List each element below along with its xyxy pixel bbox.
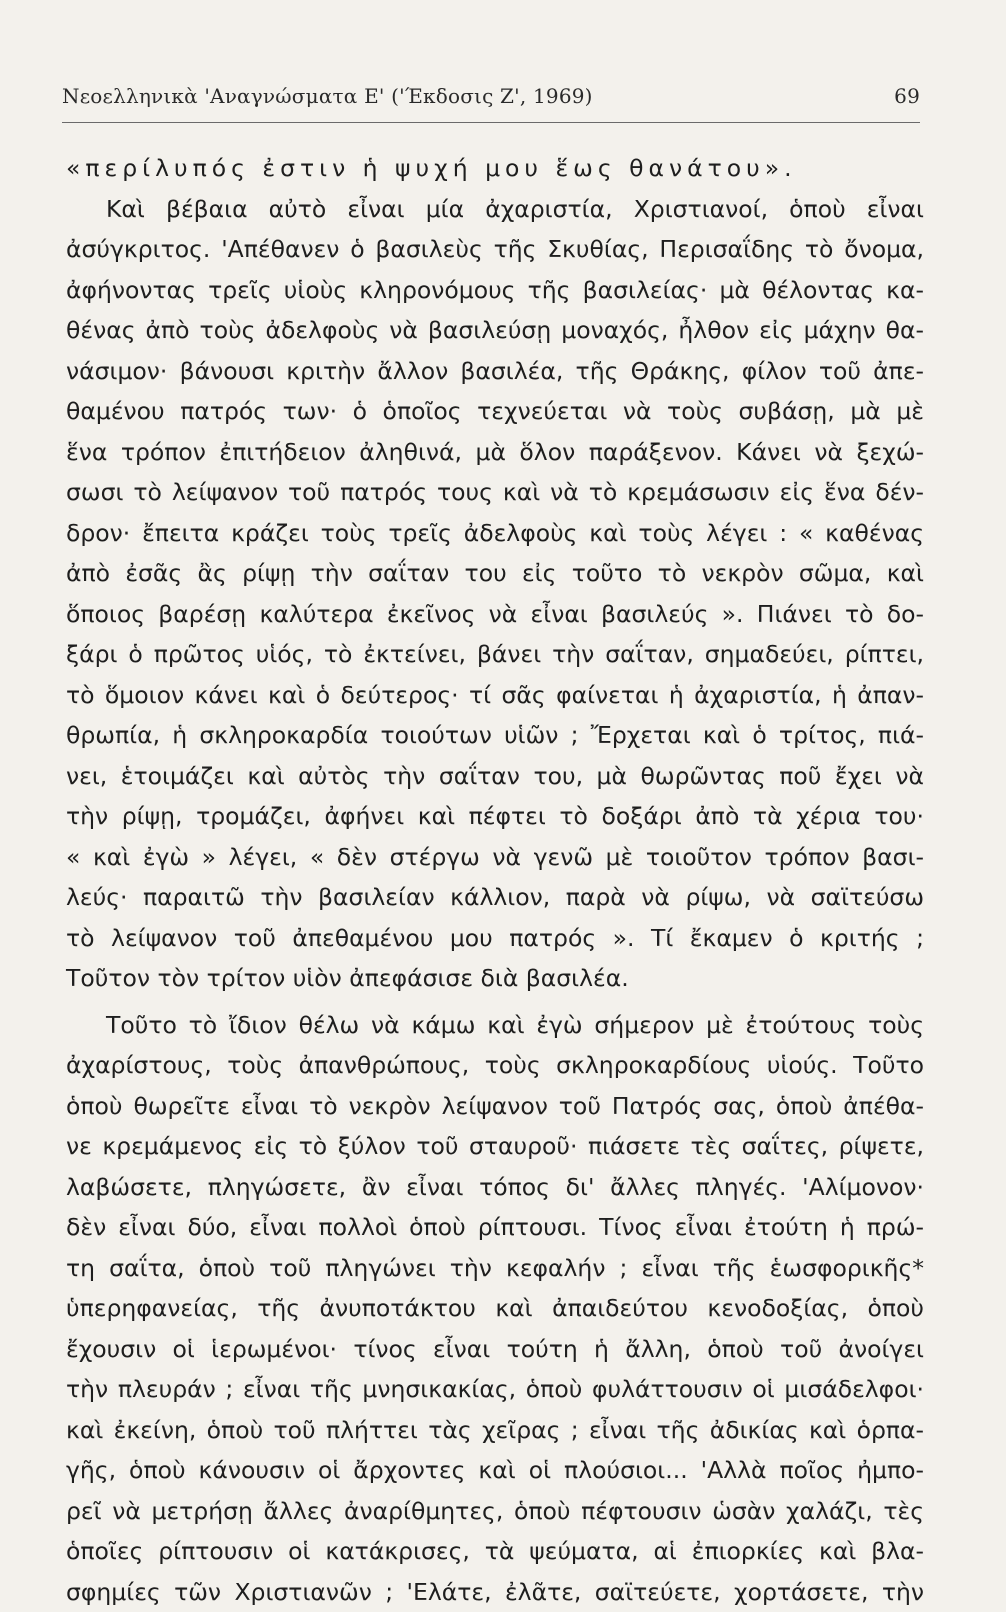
- text-line: νάσιμον· βάνουσι κριτὴν ἄλλον βασιλέα, τῆς Θράκης, φίλον τοῦ ἀπε-: [66, 351, 924, 392]
- text-line: τὸ λείψανον τοῦ ἀπεθαμένου μου πατρός ». Τί ἔκαμεν ὁ κριτής ;: [66, 918, 924, 959]
- text-line: δὲν εἶναι δύο, εἶναι πολλοὶ ὁποὺ ρίπτουσι. Τίνος εἶναι ἐτούτη ἡ πρώ-: [66, 1207, 924, 1248]
- paragraph-1: [66, 148, 924, 999]
- text-line: γῆς, ὁποὺ κάνουσιν οἱ ἄρχοντες καὶ οἱ πλούσιοι... 'Αλλὰ ποῖος ἠμπο-: [66, 1450, 924, 1491]
- header-rule: [62, 122, 920, 123]
- text-line: λεύς· παραιτῶ τὴν βασιλείαν κάλλιον, παρὰ νὰ ρίψω, νὰ σαϊτεύσω: [66, 877, 924, 918]
- text-line: θαμένου πατρός των· ὁ ὁποῖος τεχνεύεται νὰ τοὺς συβάσῃ, μὰ μὲ: [66, 391, 924, 432]
- text-line: Καὶ βέβαια αὐτὸ εἶναι μία ἀχαριστία, Χριστιανοί, ὁποὺ εἶναι: [66, 189, 924, 230]
- text-line: καὶ ἐκείνη, ὁποὺ τοῦ πλήττει τὰς χεῖρας ; εἶναι τῆς ἀδικίας καὶ ὁρπα-: [66, 1410, 924, 1451]
- paragraph-2: [66, 1005, 924, 1612]
- text-line: ἀπὸ ἐσᾶς ἂς ρίψῃ τὴν σαΐταν του εἰς τοῦτο τὸ νεκρὸν σῶμα, καὶ: [66, 553, 924, 594]
- text-line: ὑπερηφανείας, τῆς ἀνυποτάκτου καὶ ἀπαιδεύτου κενοδοξίας, ὁποὺ: [66, 1288, 924, 1329]
- text-line: τη σαΐτα, ὁποὺ τοῦ πληγώνει τὴν κεφαλήν ; εἶναι τῆς ἑωσφορικῆς*: [66, 1248, 924, 1289]
- text-line: ἕνα τρόπον ἐπιτήδειον ἀληθινά, μὰ ὅλον παράξενον. Κάνει νὰ ξεχώ-: [66, 432, 924, 473]
- text-line: ὁποὺ θωρεῖτε εἶναι τὸ νεκρὸν λείψανον τοῦ Πατρός σας, ὁποὺ ἀπέθα-: [66, 1086, 924, 1127]
- text-line: τὴν πλευράν ; εἶναι τῆς μνησικακίας, ὁποὺ φυλάττουσιν οἱ μισάδελφοι·: [66, 1369, 924, 1410]
- text-line: Τοῦτον τὸν τρίτον υἱὸν ἀπεφάσισε διὰ βασιλέα.: [66, 958, 924, 999]
- text-line: θρωπία, ἡ σκληροκαρδία τοιούτων υἱῶν ; Ἔρχεται καὶ ὁ τρίτος, πιά-: [66, 715, 924, 756]
- page-number: 69: [894, 84, 920, 108]
- text-line: σωσι τὸ λείψανον τοῦ πατρός τους καὶ νὰ τὸ κρεμάσωσιν εἰς ἕνα δέν-: [66, 472, 924, 513]
- text-line: ἔχουσιν οἱ ἱερωμένοι· τίνος εἶναι τούτη ἡ ἄλλη, ὁποὺ τοῦ ἀνοίγει: [66, 1329, 924, 1370]
- text-line: « καὶ ἐγὼ » λέγει, « δὲν στέργω νὰ γενῶ μὲ τοιοῦτον τρόπον βασι-: [66, 837, 924, 878]
- running-header: [62, 84, 920, 108]
- text-line: νει, ἑτοιμάζει καὶ αὐτὸς τὴν σαΐταν του, μὰ θωρῶντας ποῦ ἔχει νὰ: [66, 756, 924, 797]
- text-line: ρεῖ νὰ μετρήσῃ ἄλλες ἀναρίθμητες, ὁποὺ πέφτουσιν ὡσὰν χαλάζι, τὲς: [66, 1491, 924, 1532]
- text-line: τὴν ρίψῃ, τρομάζει, ἀφήνει καὶ πέφτει τὸ δοξάρι ἀπὸ τὰ χέρια του·: [66, 796, 924, 837]
- text-line: «περίλυπός ἐστιν ἡ ψυχή μου ἕως θανάτου».: [66, 148, 924, 189]
- text-line: δρον· ἔπειτα κράζει τοὺς τρεῖς ἀδελφοὺς καὶ τοὺς λέγει : « καθένας: [66, 513, 924, 554]
- text-line: τὸ ὅμοιον κάνει καὶ ὁ δεύτερος· τί σᾶς φαίνεται ἡ ἀχαριστία, ἡ ἀπαν-: [66, 675, 924, 716]
- text-line: ὅποιος βαρέσῃ καλύτερα ἐκεῖνος νὰ εἶναι βασιλεύς ». Πιάνει τὸ δο-: [66, 594, 924, 635]
- text-line: σφημίες τῶν Χριστιανῶν ; 'Ελάτε, ἐλᾶτε, σαϊτεύετε, χορτάσετε, τὴν: [66, 1572, 924, 1612]
- text-line: ἀφήνοντας τρεῖς υἱοὺς κληρονόμους τῆς βασιλείας· μὰ θέλοντας κα-: [66, 270, 924, 311]
- text-line: ἀσύγκριτος. 'Απέθανεν ὁ βασιλεὺς τῆς Σκυθίας, Περισαΐδης τὸ ὄνομα,: [66, 229, 924, 270]
- text-line: νε κρεμάμενος εἰς τὸ ξύλον τοῦ σταυροῦ· πιάσετε τὲς σαΐτες, ρίψετε,: [66, 1126, 924, 1167]
- body-text: [66, 148, 924, 1612]
- text-line: λαβώσετε, πληγώσετε, ἂν εἶναι τόπος δι' ἄλλες πληγές. 'Αλίμονον·: [66, 1167, 924, 1208]
- text-line: ὁποῖες ρίπτουσιν οἱ κατάκρισες, τὰ ψεύματα, αἱ ἐπιορκίες καὶ βλα-: [66, 1531, 924, 1572]
- text-line: θένας ἀπὸ τοὺς ἀδελφοὺς νὰ βασιλεύσῃ μοναχός, ἦλθον εἰς μάχην θα-: [66, 310, 924, 351]
- running-header-title: Νεοελληνικὰ 'Αναγνώσματα Ε' ('Έκδοσις Ζ', 1969): [62, 84, 593, 108]
- text-line: Τοῦτο τὸ ἴδιον θέλω νὰ κάμω καὶ ἐγὼ σήμερον μὲ ἐτούτους τοὺς: [66, 1005, 924, 1046]
- text-line: ἀχαρίστους, τοὺς ἀπανθρώπους, τοὺς σκληροκαρδίους υἱούς. Τοῦτο: [66, 1045, 924, 1086]
- text-line: ξάρι ὁ πρῶτος υἱός, τὸ ἐκτείνει, βάνει τὴν σαΐταν, σημαδεύει, ρίπτει,: [66, 634, 924, 675]
